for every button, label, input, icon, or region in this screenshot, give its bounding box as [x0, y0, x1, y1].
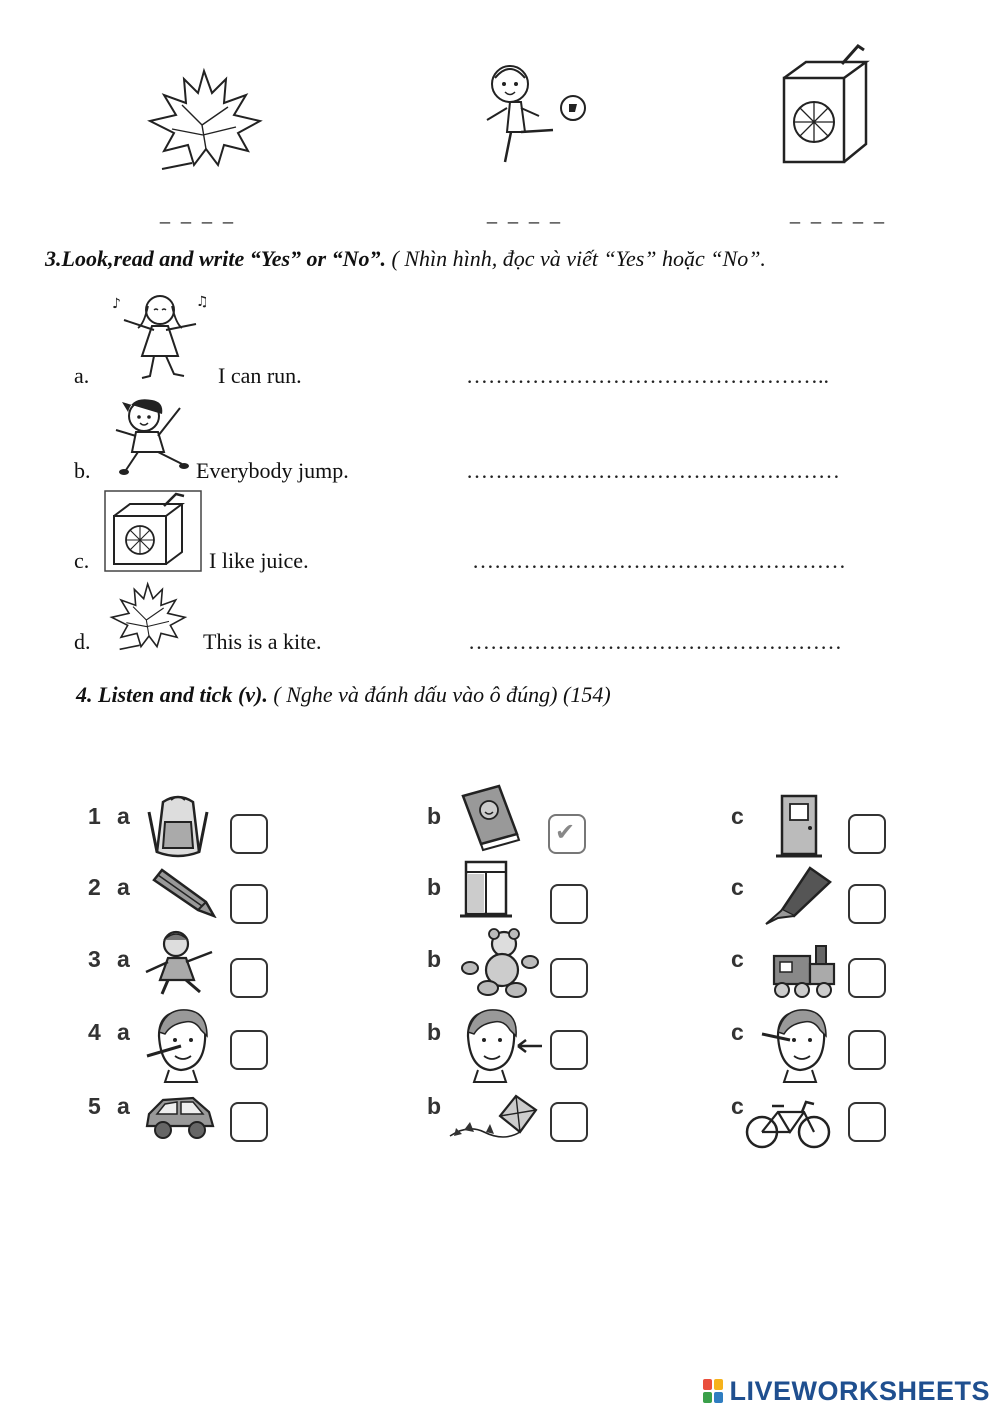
- question-sentence: Everybody jump.: [196, 458, 349, 483]
- section-3-heading: [45, 246, 766, 272]
- kite-icon: [444, 1092, 546, 1150]
- pen-icon: [760, 864, 836, 928]
- answer-line[interactable]: ……………………………………………: [468, 629, 842, 654]
- tick-box[interactable]: [230, 1030, 268, 1070]
- answer-blank[interactable]: _ _ _ _: [160, 204, 237, 224]
- nose-icon: [145, 1006, 215, 1084]
- answer-blank[interactable]: _ _ _ _: [487, 204, 564, 224]
- school-bag-icon: [143, 792, 213, 862]
- tick-box[interactable]: [550, 1102, 588, 1142]
- maple-leaf-icon: [142, 65, 267, 173]
- row-number: 3: [88, 946, 101, 972]
- question-sentence: I can run.: [218, 363, 302, 388]
- pencil-icon: [148, 866, 218, 918]
- doll-icon: [138, 928, 220, 998]
- section-4-title: 4. Listen and tick (v).: [76, 682, 268, 707]
- option-letter: c: [731, 803, 744, 829]
- row-number: 2: [88, 874, 101, 900]
- dancing-girl-icon: [104, 290, 216, 382]
- tick-box[interactable]: [848, 884, 886, 924]
- toy-train-icon: [766, 938, 838, 1000]
- tick-box[interactable]: [848, 814, 886, 854]
- option-letter: b: [427, 1093, 442, 1119]
- answer-blank[interactable]: _ _ _ _ _: [790, 204, 888, 224]
- row-number: 5: [88, 1093, 101, 1119]
- section-4-translation: ( Nghe và đánh dấu vào ô đúng) (154): [273, 682, 611, 707]
- option-letter: a: [117, 874, 130, 900]
- check-mark-icon: ✔: [555, 818, 576, 846]
- option-letter: a: [117, 1093, 130, 1119]
- question-letter: d.: [74, 629, 91, 654]
- tick-box[interactable]: [230, 958, 268, 998]
- tick-box[interactable]: [550, 1030, 588, 1070]
- question-sentence: This is a kite.: [203, 629, 322, 654]
- jumping-girl-icon: [102, 390, 192, 480]
- tick-box[interactable]: [550, 884, 588, 924]
- answer-line[interactable]: ……………………………………………: [472, 548, 846, 573]
- ear-icon: [458, 1006, 544, 1084]
- section-4-heading: [76, 682, 611, 708]
- girl-kicking-ball-icon: [465, 52, 595, 172]
- answer-line[interactable]: ……………………………………………: [466, 458, 840, 483]
- option-letter: a: [117, 1019, 130, 1045]
- tick-box[interactable]: [230, 884, 268, 924]
- juice-box-icon: [772, 44, 878, 168]
- tick-box[interactable]: [848, 958, 886, 998]
- bike-icon: [744, 1100, 832, 1152]
- option-letter: a: [117, 946, 130, 972]
- option-letter: b: [427, 874, 442, 900]
- row-number: 1: [88, 803, 101, 829]
- car-icon: [143, 1092, 217, 1142]
- option-letter: b: [427, 1019, 442, 1045]
- svg-text:♪: ♪: [112, 296, 121, 312]
- window-icon: [458, 858, 514, 922]
- question-letter: b.: [74, 458, 91, 483]
- door-icon: [774, 792, 824, 860]
- liveworksheets-logo-icon: [703, 1379, 725, 1405]
- liveworksheets-logo[interactable]: [703, 1376, 990, 1407]
- maple-leaf-icon: [104, 580, 192, 652]
- option-letter: a: [117, 803, 130, 829]
- tick-box[interactable]: [548, 814, 586, 854]
- question-sentence: I like juice.: [209, 548, 309, 573]
- question-letter: c.: [74, 548, 90, 573]
- juice-box-icon: [104, 490, 202, 572]
- question-letter: a.: [74, 363, 90, 388]
- option-letter: b: [427, 803, 442, 829]
- section-3-translation: ( Nhìn hình, đọc và viết “Yes” hoặc “No”.: [391, 246, 766, 271]
- tick-box[interactable]: [550, 958, 588, 998]
- tick-box[interactable]: [230, 814, 268, 854]
- option-letter: c: [731, 1093, 744, 1119]
- option-letter: c: [731, 874, 744, 900]
- tick-box[interactable]: [848, 1102, 886, 1142]
- row-number: 4: [88, 1019, 101, 1045]
- book-icon: [455, 782, 525, 854]
- option-letter: c: [731, 946, 744, 972]
- section-3-title: 3.Look,read and write “Yes” or “No”.: [45, 246, 386, 271]
- tick-box[interactable]: [230, 1102, 268, 1142]
- eye-icon: [760, 1006, 838, 1084]
- option-letter: c: [731, 1019, 744, 1045]
- teddy-bear-icon: [458, 928, 540, 998]
- svg-text:♫: ♫: [196, 294, 209, 310]
- option-letter: b: [427, 946, 442, 972]
- liveworksheets-brand: LIVEWORKSHEETS: [729, 1376, 990, 1406]
- answer-line[interactable]: …………………………………………..: [466, 363, 829, 388]
- tick-box[interactable]: [848, 1030, 886, 1070]
